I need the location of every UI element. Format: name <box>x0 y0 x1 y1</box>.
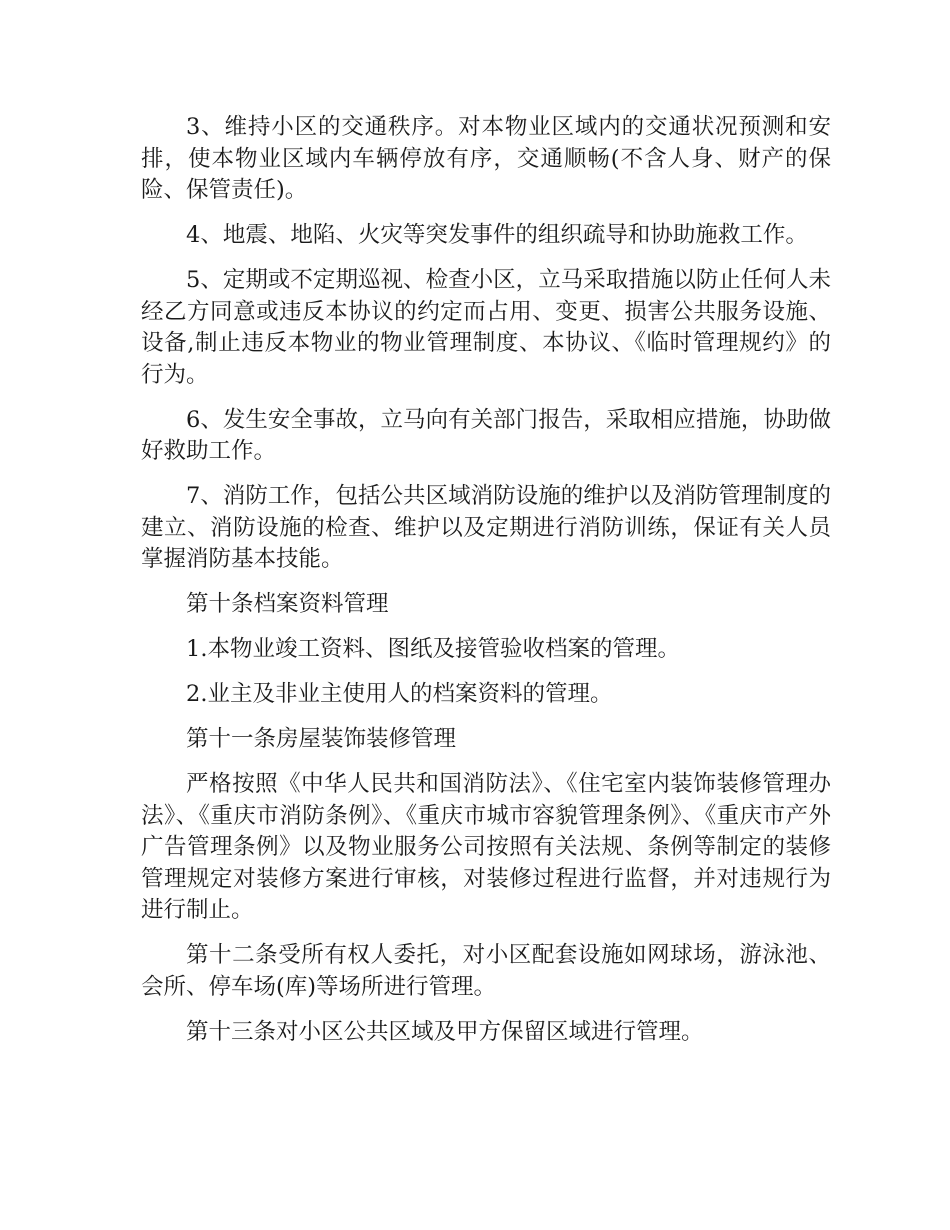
article-11-body: 严格按照《中华人民共和国消防法》、《住宅室内装饰装修管理办法》、《重庆市消防条例》、《重庆市城市容貌管理条例》、《重庆市产外广告管理条例》以及物业服务公司按照有关法规、条例等制定的装修管理规定对装修方案进行审核，对装修过程进行监督，并对违规行为进行制止。 <box>141 771 831 923</box>
article-13-body: 第十三条对小区公共区域及甲方保留区域进行管理。 <box>186 1018 704 1045</box>
article-10-item-2: 2.业主及非业主使用人的档案资料的管理。 <box>186 681 613 707</box>
paragraph-item-3-traffic: 3、维持小区的交通秩序。对本物业区域内的交通状况预测和安排，使本物业区域内车辆停放有序，交通顺畅(不含人身、财产的保险、保管责任)。 <box>141 114 831 203</box>
paragraph-item-5-patrol: 5、定期或不定期巡视、检查小区，立马采取措施以防止任何人未经乙方同意或违反本协议的约定而占用、变更、损害公共服务设施、设备,制止违反本物业的物业管理制度、本协议、《临时管理规约》的行为。 <box>141 267 831 388</box>
article-11-heading: 第十一条房屋装饰装修管理 <box>186 726 457 752</box>
article-10-item-1: 1.本物业竣工资料、图纸及接管验收档案的管理。 <box>186 636 680 662</box>
document-body <box>141 112 831 1062</box>
paragraph-item-6-accident: 6、发生安全事故，立马向有关部门报告，采取相应措施，协助做好救助工作。 <box>141 406 831 464</box>
article-12-body: 第十二条受所有权人委托，对小区配套设施如网球场，游泳池、会所、停车场(库)等场所进行管理。 <box>141 942 831 1000</box>
paragraph-item-4-emergency: 4、地震、地陷、火灾等突发事件的组织疏导和协助施救工作。 <box>186 222 808 248</box>
article-10-heading: 第十条档案资料管理 <box>186 591 389 617</box>
paragraph-item-7-fire: 7、消防工作，包括公共区域消防设施的维护以及消防管理制度的建立、消防设施的检查、维护以及定期进行消防训练，保证有关人员掌握消防基本技能。 <box>141 483 831 572</box>
